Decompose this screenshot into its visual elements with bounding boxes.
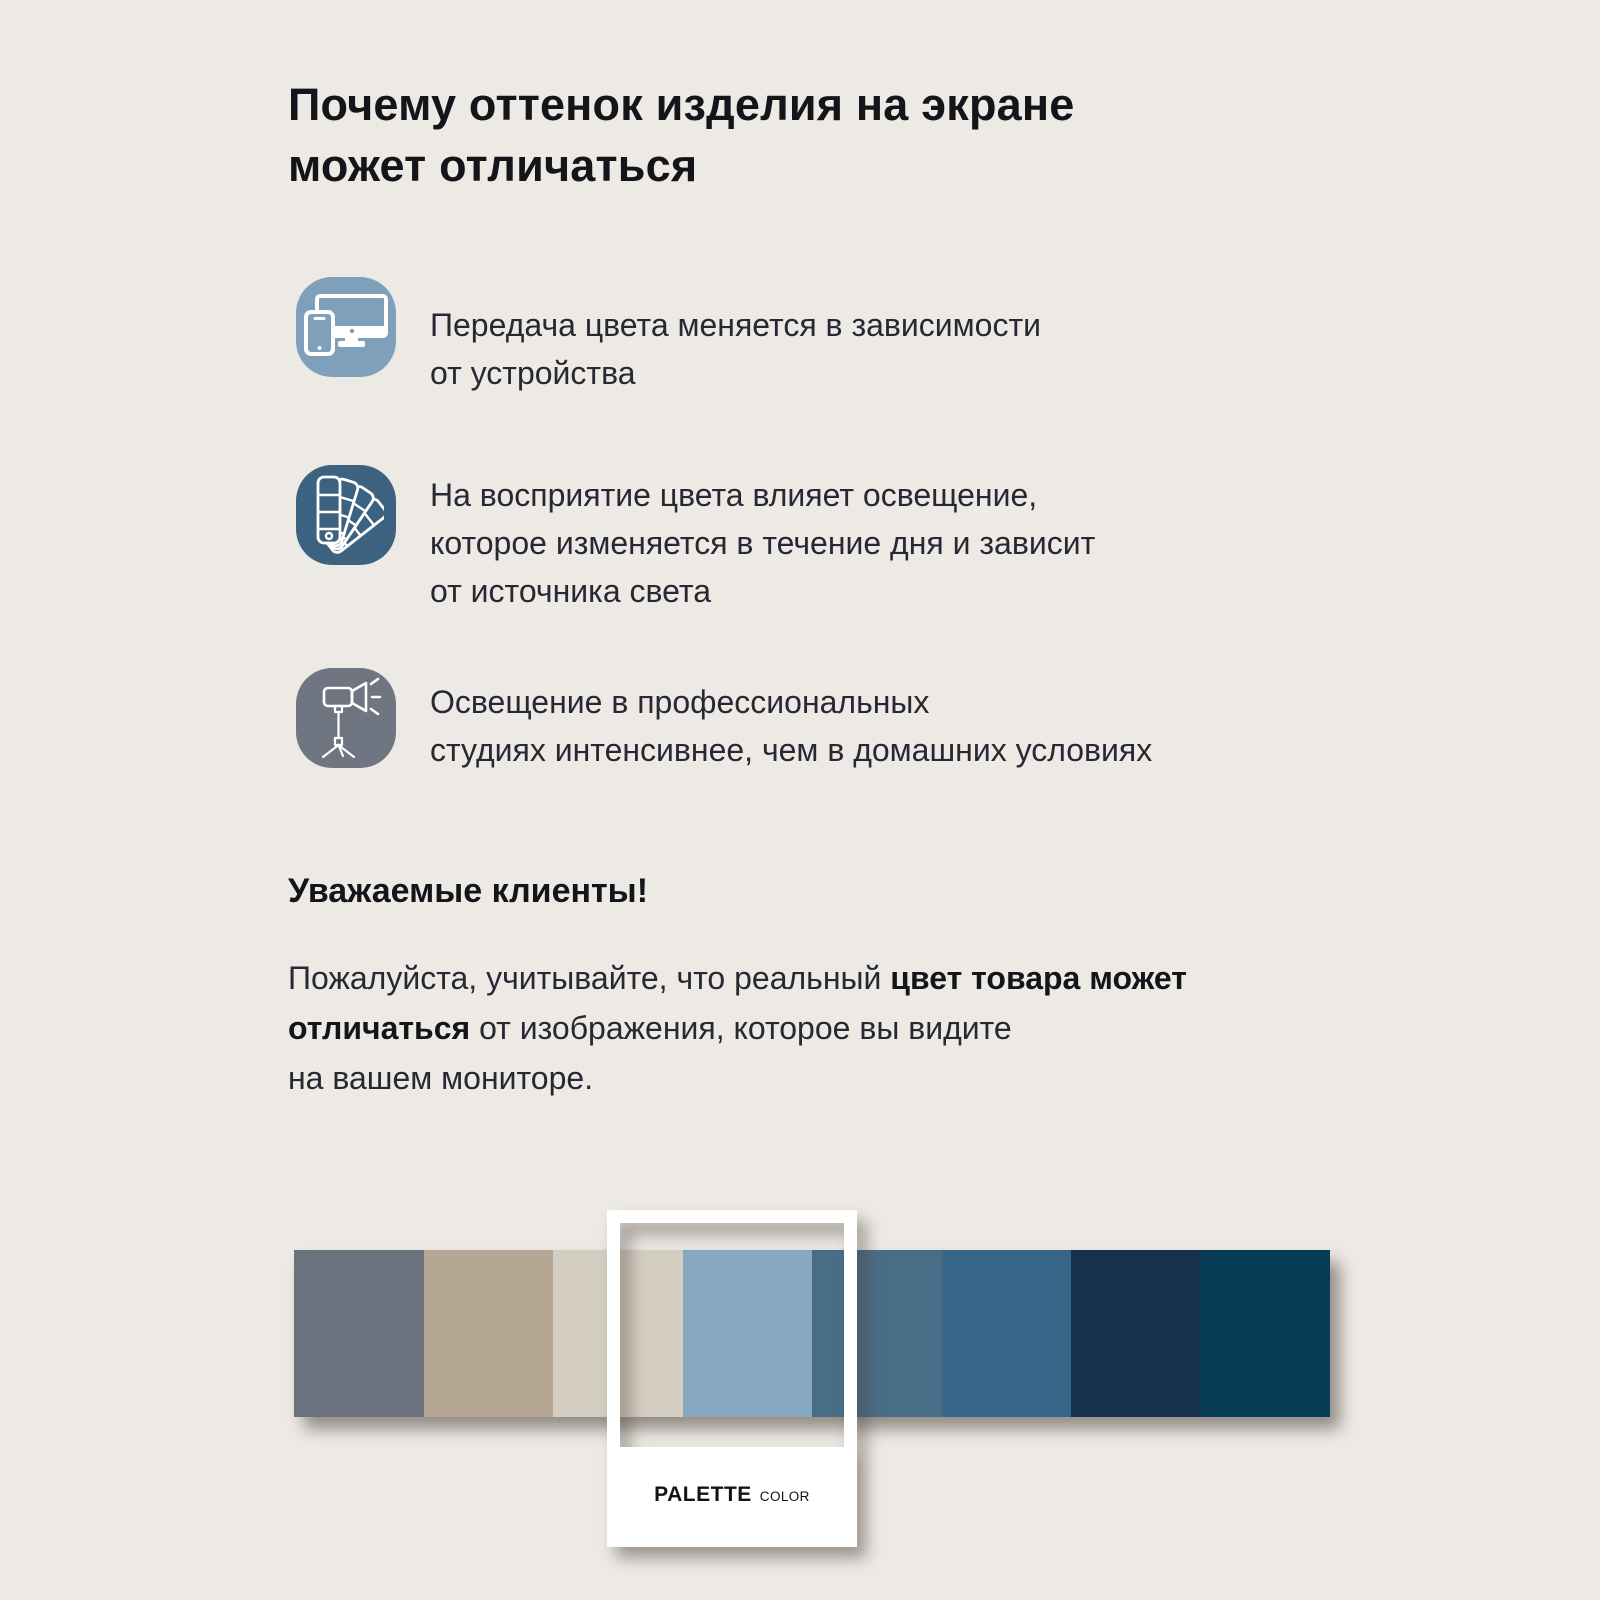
reason-row-studio	[296, 668, 1152, 774]
notice-bold-text: отличаться	[288, 1010, 471, 1046]
devices-icon-graphic	[304, 294, 388, 360]
notice-line: Пожалуйста, учитывайте, что реальный цвет товара может	[288, 960, 1187, 996]
studio-light-icon	[296, 668, 396, 768]
palette-swatch-dark-navy	[1071, 1250, 1201, 1417]
page-title-line-2: может отличаться	[288, 140, 698, 191]
reason-line: которое изменяется в течение дня и зависит	[430, 525, 1096, 561]
devices-icon	[296, 277, 396, 377]
notice-heading: Уважаемые клиенты!	[288, 872, 649, 910]
reason-text-studio	[430, 678, 1152, 774]
reason-row-lighting	[296, 465, 1095, 615]
reason-line: Освещение в профессиональных	[430, 684, 930, 720]
notice-line: отличаться от изображения, которое вы видите	[288, 1010, 1012, 1046]
palette-card-label-secondary: COLOR	[759, 1489, 810, 1504]
page-title-line-1: Почему оттенок изделия на экране	[288, 79, 1075, 130]
palette-swatch-steel-blue	[942, 1250, 1072, 1417]
page-title	[288, 74, 1075, 196]
palette-swatch-teal-navy	[1201, 1250, 1331, 1417]
reason-line: Передача цвета меняется в зависимости	[430, 307, 1041, 343]
reason-line: от устройства	[430, 355, 636, 391]
palette-card-label-primary: PALETTE	[654, 1483, 752, 1506]
swatch-fan-icon	[296, 465, 396, 565]
palette-card-label	[607, 1447, 857, 1547]
reason-text-lighting	[430, 471, 1095, 615]
notice-bold-text: цвет товара может	[890, 960, 1187, 996]
palette-swatch-slate-gray	[294, 1250, 424, 1417]
reason-line: На восприятие цвета влияет освещение,	[430, 477, 1038, 513]
palette-swatch-taupe	[424, 1250, 554, 1417]
notice-paragraph	[288, 953, 1187, 1103]
swatch-fan-icon-graphic	[308, 475, 384, 555]
reason-row-devices	[296, 277, 1041, 397]
reason-text-devices	[430, 301, 1041, 397]
reason-line: студиях интенсивнее, чем в домашних условиях	[430, 732, 1153, 768]
palette-card-window	[607, 1210, 857, 1447]
notice-line: на вашем мониторе.	[288, 1060, 594, 1096]
reason-line: от источника света	[430, 573, 711, 609]
studio-light-icon-graphic	[310, 676, 382, 760]
palette-sample-card	[607, 1210, 857, 1547]
